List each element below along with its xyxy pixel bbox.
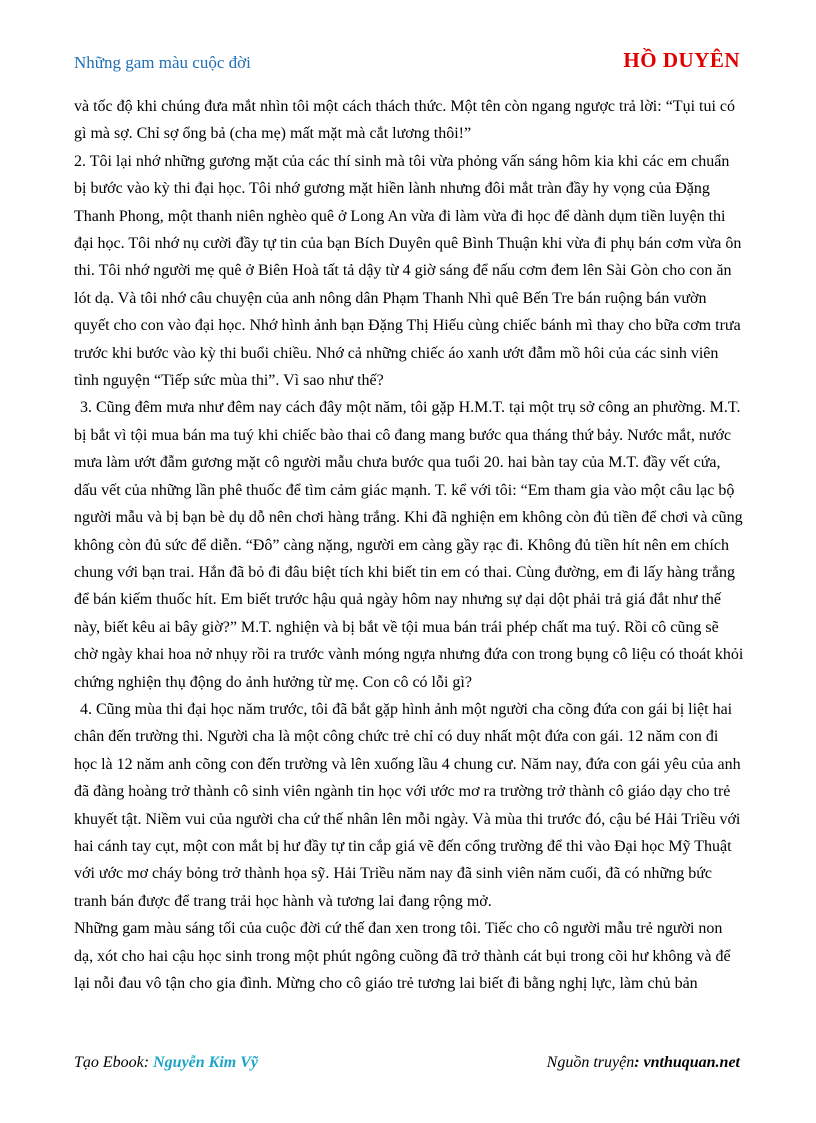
paragraph-4: 4. Cũng mùa thi đại học năm trước, tôi đã bắt gặp hình ảnh một người cha cõng đứa con gái bị liệt hai chân đến trường thi. Người cha là một công chức trẻ chỉ có duy nhất một đứa con gái. 12 năm con đi học là 12 năm anh cõng con đến trường và lên xuống lầu 4 chung cư. Năm nay, đứa con gái yêu của anh đã đàng hoàng trở thành cô sinh viên ngành tin học với ước mơ ra trường trở thành cô giáo dạy cho trẻ khuyết tật. Niềm vui của người cha cứ thế nhân lên mỗi ngày. Và mùa thi trước đó, cậu bé Hải Triều với hai cánh tay cụt, một con mắt bị hư đầy tự tin cắp giá vẽ đến cổng trường để thi vào Đại học Mỹ Thuật với ước mơ cháy bỏng trở thành họa sỹ. Hải Triều năm nay đã sinh viên năm cuối, đã có những bức tranh bán được để trang trải học hành và tương lai đang rộng mở. [74,700,741,910]
paragraph-continuation: và tốc độ khi chúng đưa mắt nhìn tôi một cách thách thức. Một tên còn ngang ngược trả lời: “Tụi tui có gì mà sợ. Chỉ sợ ổng bả (cha mẹ) mất mặt mà cắt lương thôi!” [74,98,735,143]
paragraph-3: 3. Cũng đêm mưa như đêm nay cách đây một năm, tôi gặp H.M.T. tại một trụ sở công an phường. M.T. bị bắt vì tội mua bán ma tuý khi chiếc bào thai cô đang mang bước qua tháng thứ bảy. Nước mắt, nước mưa làm ướt đẫm gương mặt cô người mẫu chưa bước qua tuổi 20. hai bàn tay của M.T. đầy vết cứa, dấu vết của những lần phê thuốc để tìm cảm giác mạnh. T. kể với tôi: “Em tham gia vào một câu lạc bộ người mẫu và bị bạn bè dụ dỗ nên chơi hàng trắng. Khi đã nghiện em không còn đủ tiền để chơi và cũng không còn đủ sức để diễn. “Đô” càng nặng, người em càng gầy rạc đi. Không đủ tiền hít nên em chích chung với bạn trai. Hắn đã bỏ đi đâu biệt tích khi biết tin em có thai. Cùng đường, em đi lấy hàng trắng để bán kiếm thuốc hít. Em biết trước hậu quả ngày hôm nay nhưng sự dại dột phải trả giá đắt như thế này, biết kêu ai bây giờ?” M.T. nghiện và bị bắt về tội mua bán trái phép chất ma tuý. Rồi cô cũng sẽ chờ ngày khai hoa nở nhụy rồi ra trước vành móng ngựa nhưng đứa con trong bụng cô liệu có thoát khỏi chứng nghiện thụ động do ảnh hưởng từ mẹ. Con cô có lỗi gì? [74,399,744,691]
ebook-label: Tạo Ebook [74,1054,144,1071]
page-footer [74,1054,740,1076]
source-credit [547,1054,740,1072]
source-separator: : [634,1054,644,1071]
paragraph-closing: Những gam màu sáng tối của cuộc đời cứ thế đan xen trong tôi. Tiếc cho cô người mẫu trẻ người non dạ, xót cho hai cậu học sinh trong một phút ngông cuồng đã trở thành cát bụi trong cõi hư không và để lại nỗi đau vô tận cho gia đình. Mừng cho cô giáo trẻ tương lai biết đi bằng nghị lực, làm chủ bản [74,920,731,992]
ebook-separator: : [143,1054,154,1071]
book-title: Những gam màu cuộc đời [74,53,251,72]
author-name: HỒ DUYÊN [623,48,740,72]
paragraph-2: 2. Tôi lại nhớ những gương mặt của các thí sinh mà tôi vừa phỏng vấn sáng hôm kia khi các em chuẩn bị bước vào kỳ thi đại học. Tôi nhớ gương mặt hiền lành nhưng đôi mắt tràn đầy hy vọng của Đặng Thanh Phong, một thanh niên nghèo quê ở Long An vừa đi làm vừa đi học để dành dụm tiền luyện thi đại học. Tôi nhớ nụ cười đầy tự tin của bạn Bích Duyên quê Bình Thuận khi vừa đi phụ bán cơm vừa ôn thi. Tôi nhớ người mẹ quê ở Biên Hoà tất tả dậy từ 4 giờ sáng để nấu cơm đem lên Sài Gòn cho con ăn lót dạ. Và tôi nhớ câu chuyện của anh nông dân Phạm Thanh Nhì quê Bến Tre bán ruộng bán vườn quyết cho con vào đại học. Nhớ hình ảnh bạn Đặng Thị Hiếu cùng chiếc bánh mì thay cho bữa cơm trưa trước khi bước vào kỳ thi buổi chiều. Nhớ cả những chiếc áo xanh ướt đẫm mồ hôi của các sinh viên tình nguyện “Tiếp sức mùa thi”. Vì sao như thế? [74,152,742,390]
ebook-creator: Nguyễn Kim Vỹ [153,1054,258,1071]
source-label: Nguồn truyện [546,1054,635,1071]
ebook-credit [74,1054,258,1072]
page-body [74,93,744,997]
source-site: vnthuquan.net [643,1054,740,1071]
page-header [74,46,740,78]
